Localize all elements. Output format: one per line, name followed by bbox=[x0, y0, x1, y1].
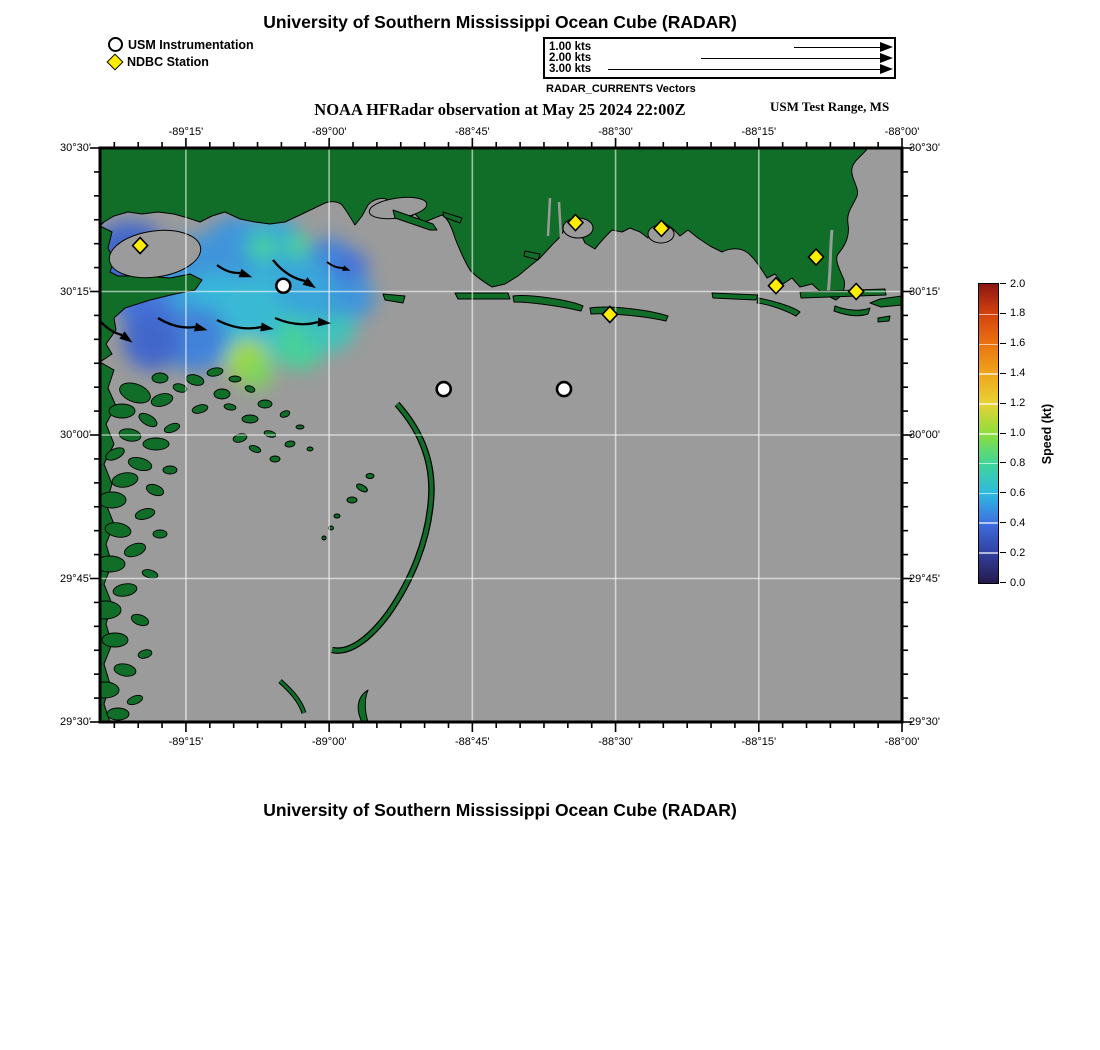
vector-scale-label: 1.00 kts bbox=[549, 41, 592, 53]
x-axis-label-top: -88°15' bbox=[741, 126, 777, 138]
colorbar-tick bbox=[1000, 403, 1006, 404]
legend-label-usm: USM Instrumentation bbox=[128, 37, 254, 52]
y-axis-label-left: 29°45' bbox=[60, 572, 91, 585]
colorbar-tick-label: 0.8 bbox=[1010, 456, 1026, 469]
vector-scale-box bbox=[543, 37, 896, 79]
islet-6 bbox=[322, 536, 326, 540]
colorbar-tick-label: 1.2 bbox=[1010, 397, 1026, 410]
colorbar-tick-label: 1.8 bbox=[1010, 307, 1026, 320]
marker-legend bbox=[108, 36, 254, 70]
x-axis-label-top: -89°00' bbox=[311, 126, 347, 138]
colorbar-gridline bbox=[979, 463, 998, 465]
colorbar-gridline bbox=[979, 344, 998, 346]
colorbar-tick-label: 0.6 bbox=[1010, 486, 1026, 499]
x-axis-label-bottom: -88°30' bbox=[598, 736, 633, 748]
y-axis-label-right: 30°00' bbox=[909, 429, 940, 441]
vector-scale-arrow-line bbox=[701, 58, 881, 59]
islet-3 bbox=[366, 474, 374, 479]
usm-instrumentation-marker bbox=[437, 382, 451, 396]
vector-scale-label: 2.00 kts bbox=[549, 52, 592, 64]
colorbar-tick bbox=[1000, 343, 1006, 344]
vector-scale-row bbox=[545, 42, 894, 53]
x-axis-label-bottom: -88°00' bbox=[884, 736, 920, 748]
y-axis-label-left: 30°30' bbox=[60, 142, 91, 154]
x-axis-label-bottom: -88°45' bbox=[455, 736, 490, 748]
colorbar-tick-label: 1.6 bbox=[1010, 337, 1026, 350]
marsh-blob bbox=[89, 601, 121, 619]
colorbar-gridline bbox=[979, 314, 998, 316]
island-strip bbox=[455, 293, 510, 299]
y-axis-label-left: 29°30' bbox=[60, 716, 91, 728]
ndbc-station-icon bbox=[107, 53, 124, 70]
marsh-blob bbox=[153, 530, 167, 538]
footer-title: University of Southern Mississippi Ocean Cube (RADAR) bbox=[263, 800, 737, 820]
usm-instrumentation-marker bbox=[276, 279, 290, 293]
y-axis-label-right: 29°30' bbox=[909, 716, 940, 728]
x-axis-label-bottom: -88°15' bbox=[741, 736, 777, 748]
legend-label-ndbc: NDBC Station bbox=[127, 54, 209, 69]
colorbar-gridline bbox=[979, 552, 998, 554]
colorbar-tick bbox=[1000, 433, 1006, 434]
colorbar-tick bbox=[1000, 283, 1006, 284]
figure-title: University of Southern Mississippi Ocean Cube (RADAR) bbox=[263, 12, 737, 32]
colorbar-tick-label: 1.0 bbox=[1010, 427, 1026, 439]
marsh-blob bbox=[102, 633, 128, 647]
speed-patch bbox=[335, 278, 375, 318]
marsh-blob bbox=[143, 438, 169, 450]
marsh-blob bbox=[214, 389, 230, 399]
x-axis-label-bottom: -89°00' bbox=[311, 736, 347, 748]
legend-row-ndbc bbox=[108, 53, 254, 70]
speed-patch bbox=[241, 357, 273, 389]
marsh-blob bbox=[152, 373, 168, 383]
marsh-blob bbox=[270, 456, 280, 462]
islet-2 bbox=[347, 497, 357, 503]
y-axis-label-right: 30°30' bbox=[909, 142, 940, 154]
x-axis-label-top: -88°45' bbox=[455, 126, 490, 138]
marsh-blob bbox=[296, 425, 304, 429]
observation-subtitle: NOAA HFRadar observation at May 25 2024 22:00Z bbox=[314, 100, 686, 119]
vector-scale-row bbox=[545, 53, 894, 64]
vector-scale-row bbox=[545, 64, 894, 75]
usm-instrumentation-icon bbox=[108, 37, 123, 52]
vector-scale-arrow-head bbox=[880, 64, 893, 74]
speed-patch bbox=[249, 233, 277, 261]
marsh-blob bbox=[229, 376, 241, 382]
colorbar-tick-label: 0.2 bbox=[1010, 546, 1026, 559]
vector-scale-arrow-head bbox=[880, 42, 893, 52]
marsh-blob bbox=[98, 492, 126, 508]
colorbar-tick bbox=[1000, 373, 1006, 374]
marsh-blob bbox=[242, 415, 258, 423]
marsh-blob bbox=[91, 682, 119, 698]
range-label: USM Test Range, MS bbox=[770, 99, 890, 114]
colorbar-title: Speed (kt) bbox=[1040, 403, 1054, 465]
vector-scale-arrow-line bbox=[608, 69, 881, 70]
colorbar-tick bbox=[1000, 313, 1006, 314]
colorbar bbox=[978, 283, 999, 584]
marsh-blob bbox=[307, 447, 313, 451]
vector-scale-label: 3.00 kts bbox=[549, 63, 592, 75]
legend-row-usm bbox=[108, 36, 254, 53]
x-axis-label-top: -88°30' bbox=[598, 126, 633, 138]
colorbar-tick-label: 2.0 bbox=[1010, 277, 1026, 290]
colorbar-tick bbox=[1000, 582, 1006, 583]
marsh-blob bbox=[163, 466, 177, 474]
colorbar-gridline bbox=[979, 493, 998, 495]
marsh-blob bbox=[258, 400, 272, 408]
colorbar-gridline bbox=[979, 403, 998, 405]
x-axis-label-top: -89°15' bbox=[168, 126, 204, 138]
x-axis-label-top: -88°00' bbox=[884, 126, 920, 138]
marsh-blob bbox=[109, 404, 135, 418]
y-axis-label-left: 30°00' bbox=[60, 429, 91, 441]
colorbar-gridline bbox=[979, 433, 998, 435]
colorbar-tick bbox=[1000, 552, 1006, 553]
y-axis-label-right: 30°15' bbox=[909, 285, 940, 298]
x-axis-label-bottom: -89°15' bbox=[168, 736, 204, 748]
colorbar-tick-label: 0.4 bbox=[1010, 516, 1026, 529]
vector-scale-arrow-head bbox=[880, 53, 893, 63]
colorbar-gridline bbox=[979, 522, 998, 524]
y-axis-label-right: 29°45' bbox=[909, 572, 940, 585]
y-axis-label-left: 30°15' bbox=[60, 285, 91, 298]
speed-patch bbox=[284, 233, 310, 259]
usm-instrumentation-marker bbox=[557, 382, 571, 396]
colorbar-tick bbox=[1000, 492, 1006, 493]
vector-scale-caption: RADAR_CURRENTS Vectors bbox=[546, 83, 696, 95]
marsh-blob bbox=[107, 708, 129, 720]
colorbar-tick-label: 0.0 bbox=[1010, 576, 1026, 589]
colorbar-tick-label: 1.4 bbox=[1010, 367, 1026, 380]
colorbar-gridline bbox=[979, 373, 998, 375]
islet-4 bbox=[334, 514, 340, 518]
speed-patch bbox=[123, 312, 181, 370]
map-canvas bbox=[100, 148, 902, 722]
colorbar-tick bbox=[1000, 462, 1006, 463]
vector-scale-arrow-line bbox=[794, 47, 881, 48]
colorbar-tick bbox=[1000, 522, 1006, 523]
